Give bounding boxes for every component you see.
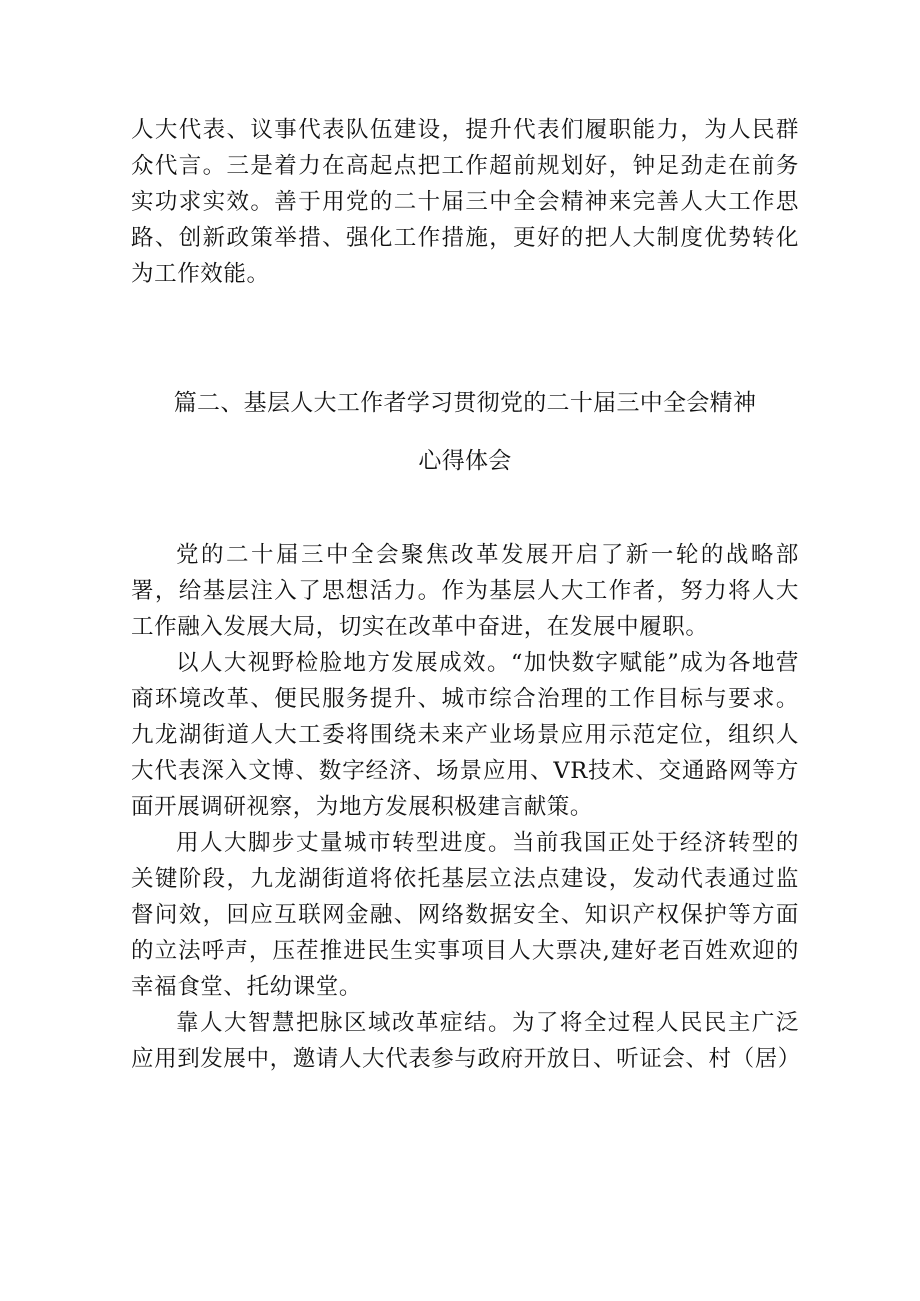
- article-body: [131, 537, 799, 1077]
- continuation-section: [131, 112, 799, 292]
- section-title: [131, 374, 799, 490]
- paragraph: 党的二十届三中全会聚焦改革发展开启了新一轮的战略部署，给基层注入了思想活力。作为基层人大工作者，努力将人大工作融入发展大局，切实在改革中奋进，在发展中履职。: [131, 542, 799, 640]
- section-title-line-2: 心得体会: [418, 448, 512, 474]
- paragraph: 用人大脚步丈量城市转型进度。当前我国正处于经济转型的关键阶段，九龙湖街道将依托基层立法点建设，发动代表通过监督问效，回应互联网金融、网络数据安全、知识产权保护等方面的立法呼声，压茬推进民生实事项目人大票决,建好老百姓欢迎的幸福食堂、托幼课堂。: [131, 830, 799, 1000]
- paragraph: 以人大视野检脸地方发展成效。“加快数字赋能”成为各地营商环境改革、便民服务提升、城市综合治理的工作目标与要求。九龙湖街道人大工委将围绕未来产业场景应用示范定位，组织人大代表深入文博、数字经济、场景应用、VR技术、交通路网等方面开展调研视察，为地方发展积极建言献策。: [131, 650, 799, 820]
- paragraph: 靠人大智慧把脉区域改革症结。为了将全过程人民民主广泛应用到发展中，邀请人大代表参与政府开放日、听证会、村（居）: [131, 1010, 801, 1072]
- section-title-line-1: 篇二、基层人大工作者学习贯彻党的二十届三中全会精神: [173, 390, 757, 416]
- continuation-paragraph: 人大代表、议事代表队伍建设，提升代表们履职能力，为人民群众代言。三是着力在高起点把工作超前规划好，钟足劲走在前务实功求实效。善于用党的二十届三中全会精神来完善人大工作思路、创新政策举措、强化工作措施，更好的把人大制度优势转化为工作效能。: [131, 117, 799, 287]
